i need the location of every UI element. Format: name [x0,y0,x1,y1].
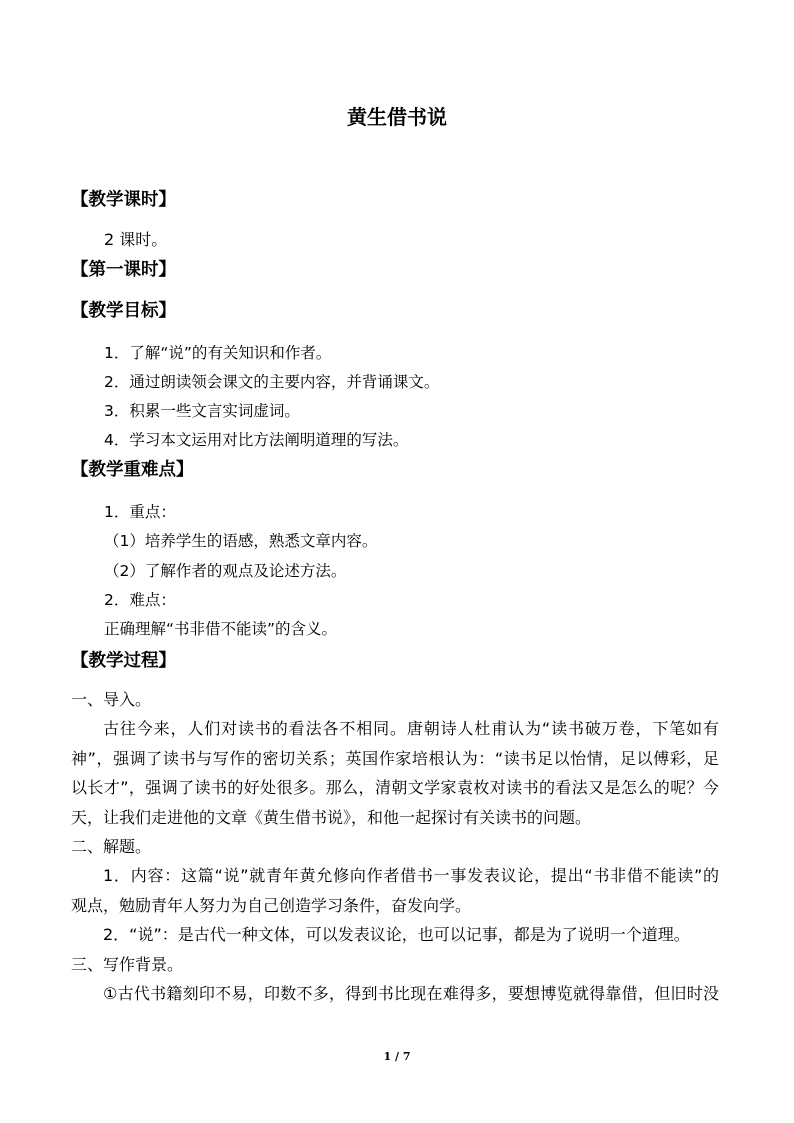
intro-paragraph-line: 古往今来，人们对读书的看法各不相同。唐朝诗人杜甫认为“读书破万卷，下笔如有 [103,719,719,738]
page-number: 1 / 7 [383,1050,411,1063]
document-title: 黄生借书说 [347,105,447,129]
key-points-heading: 【教学重难点】 [71,460,194,480]
objective-item: 2．通过朗读领会课文的主要内容，并背诵课文。 [104,373,440,391]
key-point-item: （2）了解作者的观点及论述方法。 [104,562,347,580]
explain-heading: 二、解题。 [71,837,152,856]
objective-item: 1．了解“说”的有关知识和作者。 [104,344,332,362]
intro-paragraph-line: 天，让我们走进他的文章《黄生借书说》，和他一起探讨有关读书的问题。 [71,808,592,827]
lesson-hours-value: 2 课时。 [104,230,168,249]
objectives-heading: 【教学目标】 [71,301,176,321]
intro-heading: 一、导入。 [71,690,152,709]
key-point-item: 1．重点： [104,503,176,521]
key-point-item: 2．难点： [104,591,176,609]
background-heading: 三、写作背景。 [71,955,184,974]
intro-paragraph-line: 以长才”，强调了读书的好处很多。那么，清朝文学家袁枚对读书的看法又是怎么的呢？今 [71,778,719,797]
first-lesson-heading: 【第一课时】 [71,260,176,280]
lesson-hours-heading: 【教学课时】 [71,190,176,210]
background-paragraph-line: ①古代书籍刻印不易，印数不多，得到书比现在难得多，要想博览就得靠借，但旧时没 [103,984,719,1003]
explain-paragraph-line: 2．“说”：是古代一种文体，可以发表议论，也可以记事，都是为了说明一个道理。 [103,925,690,944]
process-heading: 【教学过程】 [71,651,176,671]
explain-paragraph-line: 1．内容：这篇“说”就青年黄允修向作者借书一事发表议论，提出“书非借不能读”的 [103,866,719,885]
objective-item: 4．学习本文运用对比方法阐明道理的写法。 [104,431,409,449]
explain-paragraph-line: 观点，勉励青年人努力为自己创造学习条件，奋发向学。 [71,896,472,915]
intro-paragraph-line: 神”，强调了读书与写作的密切关系；英国作家培根认为：“读书足以怡情，足以傅彩，足 [71,749,719,768]
key-point-item: （1）培养学生的语感，熟悉文章内容。 [104,532,378,550]
key-point-item: 正确理解“书非借不能读”的含义。 [104,620,338,638]
objective-item: 3．积累一些文言实词虚词。 [104,402,300,420]
